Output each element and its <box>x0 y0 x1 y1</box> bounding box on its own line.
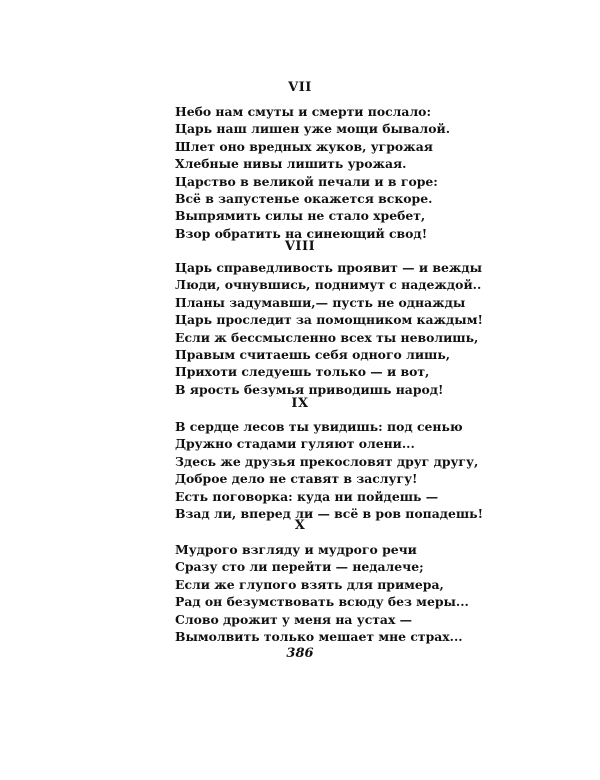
verse-line: Планы задумавши,— пусть не однажды <box>175 294 466 310</box>
verse-line: Слово дрожит у меня на устах — <box>175 611 413 627</box>
verse-line: В сердце лесов ты увидишь: под сенью <box>175 419 463 434</box>
stanza-ix <box>175 418 484 522</box>
verse-line: Рад он безумствовать всюду без меры... <box>175 594 469 610</box>
verse-line: Есть поговорка: куда ни пойдешь — <box>175 488 439 504</box>
verse-line: Небо нам смуты и смерти послало: <box>175 104 432 119</box>
verse-line: Правым считаешь себя одного лишь, <box>175 347 451 363</box>
verse-line: Царство в великой печали и в горе: <box>175 173 438 189</box>
verse-line: Если ж бессмысленно всех ты неволишь, <box>175 329 479 345</box>
section-heading-vii: VII <box>288 80 312 95</box>
verse-line: Доброе дело не ставят в заслугу! <box>175 471 418 487</box>
page-number: 386 <box>286 646 314 661</box>
stanza-viii <box>175 259 483 398</box>
verse-line: В ярость безумья приводишь народ! <box>175 381 444 397</box>
verse-line: Люди, очнувшись, поднимут с надеждой.. <box>175 277 482 293</box>
section-heading-viii: VIII <box>284 239 316 254</box>
verse-line: Выпрямить силы не стало хребет, <box>175 208 426 224</box>
verse-line: Прихоти следуешь только — и вот, <box>175 364 430 380</box>
section-heading-ix: IX <box>291 396 309 411</box>
verse-line: Здесь же друзья прекословят друг другу, <box>175 453 479 469</box>
verse-line: Хлебные нивы лишить урожая. <box>175 156 407 172</box>
verse-line: Царь проследит за помощником каждым! <box>175 312 483 328</box>
verse-line: Шлет оно вредных жуков, угрожая <box>175 138 433 154</box>
verse-line: Царь справедливость проявит — и вежды <box>175 260 483 275</box>
verse-line: Взор обратить на синеющий свод! <box>175 225 428 241</box>
stanza-vii <box>175 103 475 242</box>
verse-line: Если же глупого взять для примера, <box>175 576 444 592</box>
section-heading-x: X <box>294 518 306 533</box>
verse-line: Мудрого взгляду и мудрого речи <box>175 542 417 557</box>
stanza-x <box>175 541 475 645</box>
verse-line: Дружно стадами гуляют олени... <box>175 436 415 452</box>
verse-line: Сразу сто ли перейти — недалече; <box>175 559 424 575</box>
verse-line: Всё в запустенье окажется вскоре. <box>175 191 433 207</box>
verse-line: Вымолвить только мешает мне страх... <box>175 629 463 645</box>
verse-line: Царь наш лишен уже мощи бывалой. <box>175 121 451 137</box>
verse-line: Взад ли, вперед ли — всё в ров попадешь! <box>175 506 484 522</box>
